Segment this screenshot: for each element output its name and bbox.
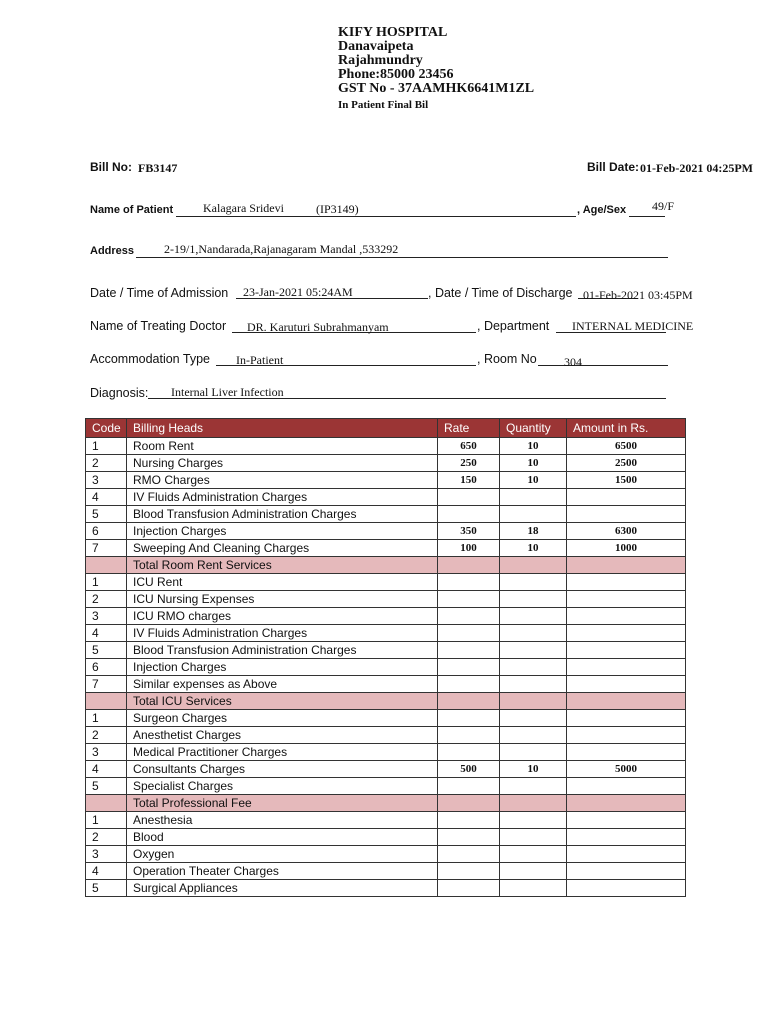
admission-label: Date / Time of Admission [90,286,229,300]
hospital-name: KIFY HOSPITAL [338,25,448,40]
header-amount: Amount in Rs. [567,419,686,438]
cell-code: 3 [86,608,127,625]
cell-billing-head: Anesthesia [127,812,438,829]
cell-billing-head: Nursing Charges [127,455,438,472]
cell-code: 2 [86,829,127,846]
cell-amount: 6500 [567,438,686,455]
table-row [86,778,686,795]
cell-amount [567,778,686,795]
cell-code: 7 [86,540,127,557]
cell-code: 7 [86,676,127,693]
table-row [86,540,686,557]
header-rate: Rate [438,419,500,438]
table-row [86,727,686,744]
cell-billing-head: Blood Transfusion Administration Charges [127,506,438,523]
doctor-name: DR. Karuturi Subrahmanyam [247,320,389,334]
cell-rate [438,863,500,880]
cell-code: 4 [86,625,127,642]
cell-quantity [500,812,567,829]
cell-code: 5 [86,778,127,795]
cell-amount [567,727,686,744]
cell-code: 4 [86,489,127,506]
cell-code [86,557,127,574]
cell-rate [438,625,500,642]
cell-amount [567,625,686,642]
cell-quantity [500,608,567,625]
cell-code [86,795,127,812]
accommodation-label: Accommodation Type [90,352,210,366]
cell-code: 3 [86,744,127,761]
department: INTERNAL MEDICINE [572,319,694,333]
doctor-label: Name of Treating Doctor [90,319,227,333]
cell-rate [438,506,500,523]
cell-code: 2 [86,727,127,744]
cell-code: 2 [86,591,127,608]
cell-amount [567,574,686,591]
cell-billing-head: Operation Theater Charges [127,863,438,880]
cell-quantity: 10 [500,438,567,455]
cell-code: 1 [86,812,127,829]
billing-table [85,418,686,897]
cell-quantity [500,659,567,676]
cell-quantity [500,863,567,880]
discharge-label: , Date / Time of Discharge [428,286,573,300]
cell-rate [438,727,500,744]
hospital-city: Rajahmundry [338,53,423,68]
patient-name-label: Name of Patient [90,204,174,216]
cell-amount [567,846,686,863]
cell-code: 1 [86,574,127,591]
cell-billing-head: Consultants Charges [127,761,438,778]
room-no: 304 [564,355,582,369]
table-row [86,438,686,455]
cell-amount: 5000 [567,761,686,778]
cell-quantity [500,880,567,897]
hospital-phone: Phone:85000 23456 [338,67,454,82]
room-no-label: , Room No [477,352,537,366]
cell-quantity [500,795,567,812]
table-row [86,489,686,506]
cell-rate [438,693,500,710]
cell-billing-head: Sweeping And Cleaning Charges [127,540,438,557]
cell-amount: 6300 [567,523,686,540]
table-row [86,880,686,897]
hospital-area: Danavaipeta [338,39,414,54]
cell-amount [567,829,686,846]
table-row [86,846,686,863]
cell-code: 6 [86,523,127,540]
cell-billing-head: Total Room Rent Services [127,557,438,574]
cell-rate [438,659,500,676]
table-header-row [86,419,686,438]
cell-billing-head: Specialist Charges [127,778,438,795]
cell-quantity [500,778,567,795]
cell-code: 4 [86,863,127,880]
cell-amount [567,693,686,710]
cell-quantity [500,693,567,710]
cell-rate [438,880,500,897]
cell-quantity [500,506,567,523]
cell-rate: 150 [438,472,500,489]
table-row [86,506,686,523]
cell-amount [567,676,686,693]
cell-amount: 1500 [567,472,686,489]
cell-code: 2 [86,455,127,472]
cell-amount [567,506,686,523]
table-row [86,455,686,472]
table-row [86,744,686,761]
cell-rate: 350 [438,523,500,540]
address-label: Address [90,245,135,257]
table-total-row [86,795,686,812]
cell-amount [567,659,686,676]
cell-rate [438,710,500,727]
cell-code: 4 [86,761,127,778]
cell-code: 5 [86,506,127,523]
cell-billing-head: Surgical Appliances [127,880,438,897]
cell-rate [438,812,500,829]
cell-amount [567,557,686,574]
cell-quantity [500,727,567,744]
cell-quantity [500,846,567,863]
cell-rate [438,829,500,846]
cell-quantity: 10 [500,540,567,557]
cell-billing-head: Injection Charges [127,659,438,676]
cell-quantity [500,574,567,591]
cell-billing-head: Surgeon Charges [127,710,438,727]
table-row [86,829,686,846]
cell-code: 3 [86,846,127,863]
cell-rate [438,557,500,574]
cell-billing-head: Blood Transfusion Administration Charges [127,642,438,659]
cell-quantity [500,642,567,659]
cell-code [86,693,127,710]
cell-rate [438,608,500,625]
cell-amount [567,710,686,727]
cell-rate: 650 [438,438,500,455]
age-sex: 49/F [652,199,675,213]
address: 2-19/1,Nandarada,Rajanagaram Mandal ,533292 [164,242,399,256]
table-row [86,574,686,591]
bill-date-label: Bill Date: [587,160,640,174]
discharge-datetime: 01-Feb-2021 03:45PM [583,288,693,302]
header-code: Code [86,419,127,438]
cell-billing-head: Total Professional Fee [127,795,438,812]
cell-billing-head: Oxygen [127,846,438,863]
patient-name: Kalagara Sridevi [203,201,284,215]
cell-quantity: 18 [500,523,567,540]
cell-billing-head: Blood [127,829,438,846]
table-row [86,863,686,880]
document-title: In Patient Final Bil [338,99,429,111]
cell-rate: 500 [438,761,500,778]
accommodation-type: In-Patient [236,353,284,367]
cell-code: 3 [86,472,127,489]
cell-rate: 250 [438,455,500,472]
table-row [86,591,686,608]
cell-billing-head: Total ICU Services [127,693,438,710]
bill-no-label: Bill No: [90,160,132,174]
cell-amount [567,863,686,880]
cell-quantity [500,829,567,846]
header-billing-heads: Billing Heads [127,419,438,438]
cell-code: 6 [86,659,127,676]
cell-billing-head: Medical Practitioner Charges [127,744,438,761]
table-row [86,625,686,642]
cell-rate [438,642,500,659]
cell-rate [438,744,500,761]
cell-rate [438,676,500,693]
table-total-row [86,693,686,710]
cell-billing-head: RMO Charges [127,472,438,489]
cell-quantity: 10 [500,472,567,489]
age-sex-label: , Age/Sex [577,204,627,216]
cell-amount [567,812,686,829]
cell-quantity [500,676,567,693]
patient-id: (IP3149) [316,202,359,216]
cell-quantity [500,710,567,727]
cell-code: 5 [86,642,127,659]
cell-billing-head: ICU RMO charges [127,608,438,625]
cell-quantity [500,489,567,506]
cell-amount: 2500 [567,455,686,472]
hospital-gst: GST No - 37AAMHK6641M1ZL [338,81,535,96]
cell-amount [567,608,686,625]
cell-billing-head: Room Rent [127,438,438,455]
department-label: , Department [477,319,550,333]
cell-billing-head: IV Fluids Administration Charges [127,625,438,642]
cell-amount [567,744,686,761]
table-row [86,676,686,693]
cell-billing-head: Similar expenses as Above [127,676,438,693]
table-total-row [86,557,686,574]
cell-amount: 1000 [567,540,686,557]
cell-quantity: 10 [500,455,567,472]
cell-rate [438,574,500,591]
cell-billing-head: IV Fluids Administration Charges [127,489,438,506]
cell-rate [438,846,500,863]
admission-datetime: 23-Jan-2021 05:24AM [243,285,353,299]
cell-amount [567,880,686,897]
table-row [86,608,686,625]
cell-billing-head: Anesthetist Charges [127,727,438,744]
cell-rate [438,778,500,795]
cell-rate [438,591,500,608]
cell-quantity: 10 [500,761,567,778]
table-row [86,710,686,727]
bill-date: 01-Feb-2021 04:25PM [640,161,753,175]
diagnosis-label: Diagnosis: [90,386,149,400]
cell-amount [567,489,686,506]
cell-billing-head: ICU Rent [127,574,438,591]
cell-quantity [500,625,567,642]
cell-code: 1 [86,710,127,727]
cell-code: 5 [86,880,127,897]
cell-quantity [500,744,567,761]
diagnosis: Internal Liver Infection [171,385,284,399]
cell-quantity [500,557,567,574]
cell-amount [567,642,686,659]
cell-rate [438,795,500,812]
cell-code: 1 [86,438,127,455]
header-quantity: Quantity [500,419,567,438]
cell-billing-head: ICU Nursing Expenses [127,591,438,608]
cell-billing-head: Injection Charges [127,523,438,540]
cell-amount [567,591,686,608]
cell-rate [438,489,500,506]
table-row [86,659,686,676]
bill-no: FB3147 [138,161,178,175]
cell-rate: 100 [438,540,500,557]
table-row [86,761,686,778]
table-row [86,812,686,829]
table-row [86,523,686,540]
table-row [86,642,686,659]
table-row [86,472,686,489]
cell-quantity [500,591,567,608]
cell-amount [567,795,686,812]
